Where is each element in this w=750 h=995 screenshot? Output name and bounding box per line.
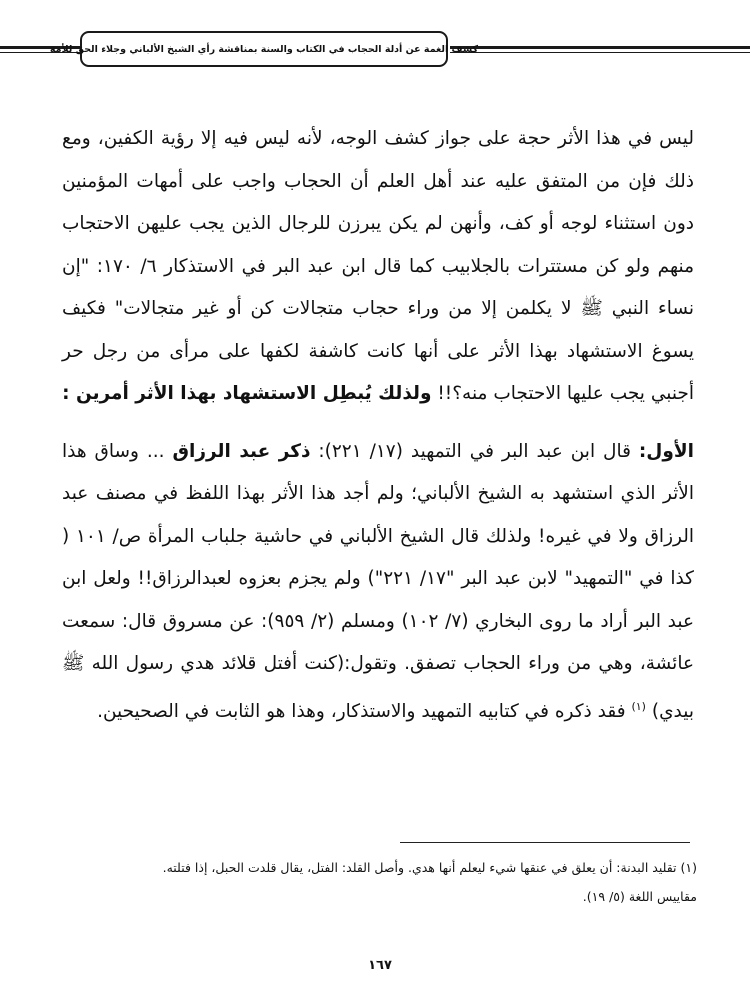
header-rule-right-thin (450, 52, 750, 53)
running-header (49, 31, 479, 67)
paragraph-1 (62, 118, 694, 416)
header-rule-right (450, 46, 750, 49)
running-title: كشف الغمة عن أدلة الحجاب في الكتاب والسنة بمناقشة رأي الشيخ الألباني وجلاء الحق للأمة (49, 43, 479, 55)
footnote-1-line-1: (١) تقليد البدنة: أن يعلق في عنقها شيء ليعلم أنها هدي. وأصل القلد: الفتل، يقال قلدت الحبل، إذا فتلته. (162, 860, 697, 875)
main-text (62, 118, 694, 733)
paragraph-2-lead: الأول: (638, 440, 694, 462)
footnote-reference[interactable]: (١) (631, 699, 646, 713)
paragraph-2-text-2: ... وساق هذا الأثر الذي استشهد به الشيخ الألباني؛ ولم أجد هذا الأثر بهذا اللفظ في مصنف عبد الرزاق ولا في غيره! ولذلك قال الشيخ الألباني في حاشية جلباب المرأة ص/ ١٠١ ( كذا في "التمهيد" لابن عبد البر "١٧/ ٢٢١") ولم يجزم بعزوه لعبدالرزاق!! ولعل ابن عبد البر أراد ما روى البخاري (٧/ ١٠٢) ومسلم (٢/ ٩٥٩): عن مسروق قال: سمعت عائشة، وهي من وراء الحجاب تصفق. وتقول:(كنت أفتل قلائد هدي رسول الله ﷺ بيدي) (62, 440, 694, 722)
paragraph-1-text: ليس في هذا الأثر حجة على جواز كشف الوجه، لأنه ليس فيه إلا رؤية الكفين، ومع ذلك فإن من المتفق عليه عند أهل العلم أن الحجاب واجب على أمهات المؤمنين دون استثناء لوجه أو كف، وأنهن لم يكن يبرزن للرجال الذين يجب عليهن الاحتجاب منهم ولو كن مستترات بالجلابيب كما قال ابن عبد البر في الاستذكار ٦/ ١٧٠: "إن نساء النبي ﷺ لا يكلمن إلا من وراء حجاب متجالات كن أو غير متجالات" فكيف يسوغ الاستشهاد بهذا الأثر على أنها كانت كاشفة لكفها على مرأى من رجل حر أجنبي يجب عليها الاحتجاب منه؟!! (62, 128, 694, 404)
footnotes (55, 853, 697, 911)
paragraph-1-bold-conclusion: ولذلك يُبطِل الاستشهاد بهذا الأثر أمرين : (62, 383, 432, 404)
footnote-separator (400, 842, 690, 843)
footnote-1-line-2: مقاييس اللغة (٥/ ١٩). (582, 889, 697, 904)
paragraph-2-text-3: فقد ذكره في كتابيه التمهيد والاستذكار، وهذا هو الثابت في الصحيحين. (97, 700, 632, 722)
paragraph-2 (62, 431, 694, 734)
page-number: ١٦٧ (368, 958, 392, 973)
paragraph-2-bold-citation: ذكر عبد الرزاق (172, 440, 311, 462)
paragraph-2-text-1: قال ابن عبد البر في التمهيد (١٧/ ٢٢١): (310, 440, 639, 462)
